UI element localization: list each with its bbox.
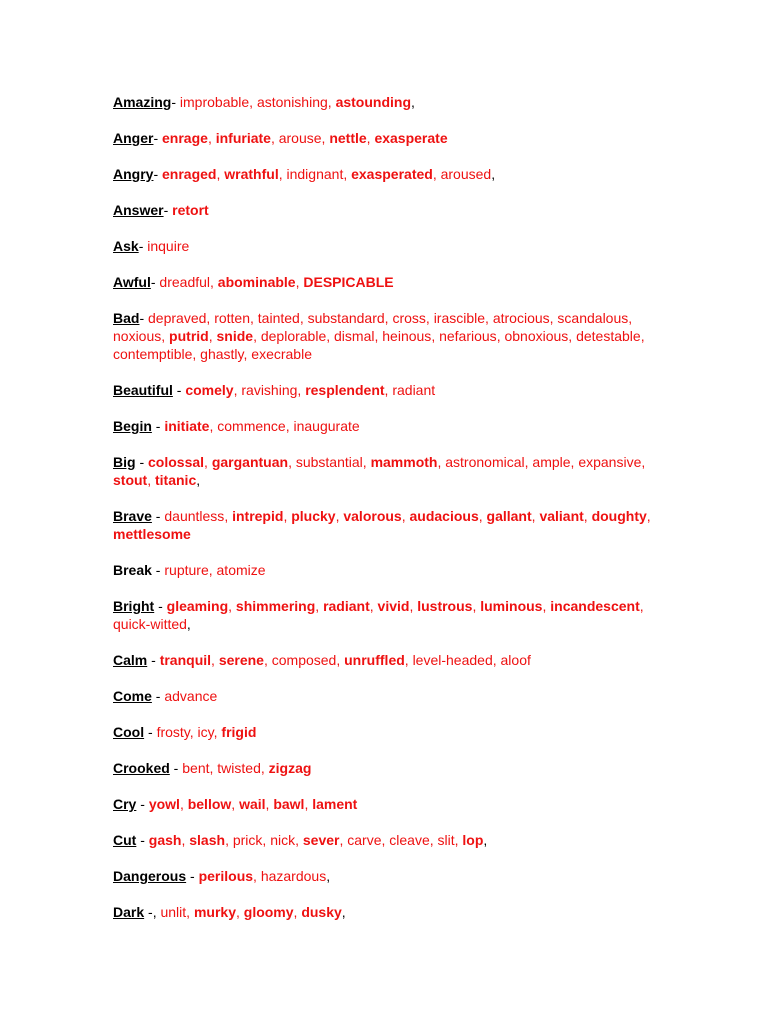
separator: - [153,130,163,146]
entry: Angry- enraged, wrathful, indignant, exasperated, aroused, [113,166,496,182]
separator: - [151,508,165,524]
synonym: cross [392,310,426,326]
separator: - [144,724,157,740]
synonym: dreadful [159,274,211,290]
synonym: indignant [286,166,344,182]
synonym: inaugurate [293,418,360,434]
separator: - [153,166,163,182]
synonym: irascible [433,310,486,326]
synonym: gallant [486,508,532,524]
trailing-punctuation: , [491,166,496,182]
synonym: resplendent [305,382,385,398]
headword: Calm [113,652,148,668]
synonym: enraged [162,166,217,182]
headword: Answer [113,202,164,218]
entry: Bad- depraved, rotten, tainted, substandard, cross, irascible, atrocious, scandalous, noxious, putrid, snide, deplorable, dismal, heinous, nefarious, obnoxious, detestable, contemptible, ghastly, execrable [113,310,645,362]
headword: Angry [113,166,154,182]
headword: Beautiful [113,382,173,398]
synonym: intrepid [232,508,284,524]
synonym: frosty [156,724,190,740]
entry: Calm - tranquil, serene, composed, unruffled, level-headed, aloof [113,652,531,668]
headword: Cool [113,724,145,740]
synonym: shimmering [235,598,316,614]
synonym: mammoth [370,454,438,470]
synonym: incandescent [550,598,640,614]
synonym: doughty [591,508,647,524]
entry: Cry - yowl, bellow, wail, bawl, lament [113,796,358,812]
synonym: retort [172,202,209,218]
headword: Break [113,562,152,578]
synonym: dusky [301,904,342,920]
synonym: gargantuan [211,454,289,470]
entry: Dangerous - perilous, hazardous, [113,868,331,884]
trailing-punctuation: , [411,94,415,110]
synonym: enrage [162,130,208,146]
synonym: dismal [334,328,375,344]
entry [113,687,653,705]
synonym: ghastly [200,346,244,362]
headword: Anger [113,130,154,146]
synonym: putrid [169,328,209,344]
entry: Brave - dauntless, intrepid, plucky, valorous, audacious, gallant, valiant, doughty, mettlesome [113,508,651,542]
trailing-punctuation: , [483,832,488,848]
synonym: slit [437,832,455,848]
synonym: prick [232,832,263,848]
entry: Begin - initiate, commence, inaugurate [113,418,360,434]
synonym: expansive [578,454,642,470]
synonym: DESPICABLE [303,274,394,290]
synonym: unlit [160,904,187,920]
entry: Bright - gleaming, shimmering, radiant, vivid, lustrous, luminous, incandescent, quick-witted, [113,598,644,632]
headword: Amazing [113,94,172,110]
entry: Anger- enrage, infuriate, arouse, nettle, exasperate [113,130,448,146]
headword: Brave [113,508,152,524]
separator: - [151,562,165,578]
synonym: ravishing [241,382,298,398]
entry: Amazing- improbable, astonishing, astounding, [113,94,415,110]
synonym: noxious [113,328,162,344]
separator: - [171,94,180,110]
synonym: substandard [307,310,385,326]
entry: Beautiful - comely, ravishing, resplendent, radiant [113,382,436,398]
synonym: deplorable [260,328,327,344]
trailing-punctuation: , [196,472,201,488]
synonym: hazardous [260,868,327,884]
synonym: mettlesome [113,526,191,542]
trailing-punctuation: , [326,868,331,884]
headword: Big [113,454,136,470]
trailing-punctuation: , [341,904,346,920]
synonym: tainted [257,310,300,326]
synonym: valorous [343,508,402,524]
synonym: bellow [187,796,232,812]
synonym: lustrous [417,598,473,614]
synonym: substantial [295,454,363,470]
entry: Dark -, unlit, murky, gloomy, dusky, [113,904,346,920]
synonym: composed [271,652,337,668]
separator: - [154,598,167,614]
synonym: lament [312,796,358,812]
synonym: arouse [278,130,322,146]
synonym: inquire [147,238,190,254]
synonym: bent [182,760,210,776]
synonym: depraved [148,310,207,326]
synonym: abominable [217,274,296,290]
synonym: astronomical [445,454,525,470]
headword: Cut [113,832,137,848]
synonym: comely [185,382,234,398]
synonym: astonishing [256,94,328,110]
synonym: frigid [221,724,257,740]
synonym: dauntless [164,508,225,524]
synonym: murky [193,904,236,920]
synonym: nick [270,832,296,848]
separator: - [136,796,149,812]
headword: Come [113,688,152,704]
synonym: rupture [164,562,209,578]
synonym: lop [462,832,484,848]
synonym: valiant [539,508,584,524]
synonym: cleave [389,832,430,848]
synonym: vivid [377,598,410,614]
synonym: aloof [500,652,531,668]
headword: Bright [113,598,155,614]
synonym: astounding [335,94,411,110]
headword: Cry [113,796,137,812]
synonym: detestable [576,328,641,344]
synonym: radiant [323,598,370,614]
synonym: wrathful [224,166,279,182]
separator: - [186,868,199,884]
separator: - [136,832,149,848]
headword: Begin [113,418,152,434]
synonym: wail [239,796,266,812]
entry: Crooked - bent, twisted, zigzag [113,760,312,776]
separator: - [147,652,160,668]
entry: Big - colossal, gargantuan, substantial, mammoth, astronomical, ample, expansive, stout, titanic, [113,454,646,488]
synonym: execrable [251,346,312,362]
headword: Ask [113,238,139,254]
separator: - [151,418,165,434]
synonym: initiate [164,418,210,434]
headword: Bad [113,310,140,326]
synonym: obnoxious [504,328,569,344]
synonym: infuriate [215,130,271,146]
synonym: serene [218,652,264,668]
synonym: ample [532,454,571,470]
synonym: snide [216,328,254,344]
headword: Dangerous [113,868,187,884]
synonym: exasperate [374,130,448,146]
synonym: rotten [214,310,250,326]
synonym: commence [217,418,286,434]
entry [113,201,653,219]
synonym: quick-witted [113,616,187,632]
separator: - [151,688,165,704]
synonym: exasperated [351,166,433,182]
entry: Awful- dreadful, abominable, DESPICABLE [113,274,394,290]
separator: - [139,310,149,326]
synonym: atomize [216,562,266,578]
synonym: twisted [217,760,261,776]
synonym: titanic [155,472,197,488]
synonym: tranquil [159,652,212,668]
synonym: audacious [409,508,479,524]
synonym: yowl [148,796,180,812]
synonym: perilous [198,868,254,884]
entry: Cool - frosty, icy, frigid [113,724,257,740]
synonym: carve [347,832,382,848]
synonym: nettle [329,130,367,146]
synonym: level-headed [412,652,493,668]
synonym: gleaming [166,598,229,614]
separator: -, [144,904,161,920]
synonym: contemptible [113,346,193,362]
synonym: gloomy [243,904,294,920]
synonym: radiant [392,382,436,398]
synonym-list [113,93,653,939]
headword: Dark [113,904,145,920]
separator: - [138,238,148,254]
entry: Cut - gash, slash, prick, nick, sever, carve, cleave, slit, lop, [113,832,488,848]
synonym: bawl [273,796,305,812]
synonym: zigzag [268,760,312,776]
synonym: gash [148,832,182,848]
synonym: nefarious [439,328,497,344]
synonym: aroused [440,166,492,182]
synonym: scandalous [557,310,629,326]
separator: - [169,760,183,776]
synonym: stout [113,472,148,488]
synonym: plucky [291,508,336,524]
synonym: slash [189,832,226,848]
headword: Crooked [113,760,170,776]
synonym: advance [164,688,218,704]
synonym: luminous [480,598,543,614]
synonym: unruffled [344,652,405,668]
synonym: atrocious [492,310,550,326]
synonym: sever [302,832,340,848]
separator: - [135,454,149,470]
synonym: colossal [148,454,205,470]
separator: - [163,202,173,218]
entry [113,237,653,255]
synonym: heinous [382,328,432,344]
separator: - [172,382,186,398]
synonym: icy [197,724,214,740]
synonym: improbable [179,94,250,110]
separator: - [150,274,160,290]
trailing-punctuation: , [186,616,191,632]
entry: Break - rupture, atomize [113,562,266,578]
headword: Awful [113,274,151,290]
